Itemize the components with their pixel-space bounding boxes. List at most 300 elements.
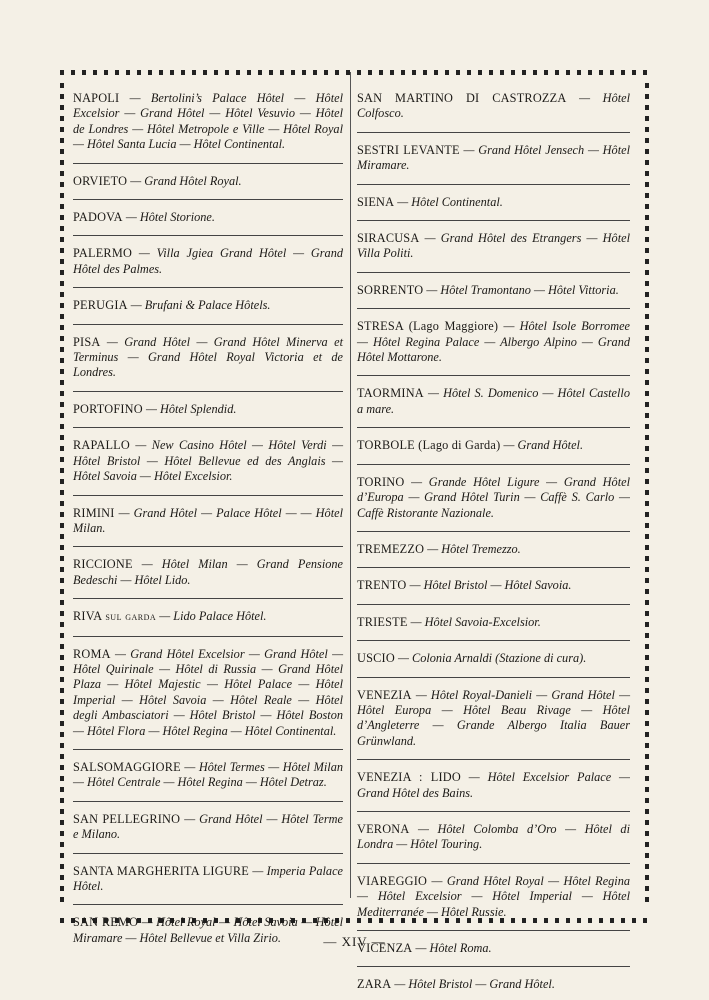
border-dot [60, 501, 64, 506]
border-dot [60, 479, 64, 484]
column-divider [350, 72, 351, 898]
border-dot [645, 435, 649, 440]
border-dot [645, 523, 649, 528]
city-name: SALSOMAGGIORE [73, 759, 181, 774]
city-name: TRIESTE [357, 614, 408, 629]
city-entry [73, 552, 343, 594]
border-dot [71, 70, 75, 75]
border-dot [645, 787, 649, 792]
border-dot [645, 534, 649, 539]
border-dot [645, 457, 649, 462]
border-dot [645, 897, 649, 902]
city-name: RICCIONE [73, 557, 133, 572]
border-dot [60, 336, 64, 341]
border-dot [60, 160, 64, 165]
border-dot [379, 70, 383, 75]
border-dot [60, 281, 64, 286]
border-dot [60, 237, 64, 242]
border-dot [60, 347, 64, 352]
city-entry [73, 642, 343, 745]
border-dot [645, 424, 649, 429]
city-name: PALERMO [73, 246, 133, 261]
border-dot [645, 402, 649, 407]
city-entry [357, 573, 630, 599]
border-dot [645, 83, 649, 88]
city-name: SORRENTO [357, 282, 424, 297]
city-entry [357, 972, 630, 998]
border-dot [423, 70, 427, 75]
entry-separator [73, 391, 343, 392]
border-dot [60, 765, 64, 770]
border-dot [192, 70, 196, 75]
border-dot [645, 303, 649, 308]
border-dot [645, 182, 649, 187]
border-dot [60, 171, 64, 176]
border-dot [643, 70, 647, 75]
border-dot [645, 699, 649, 704]
border-dot [645, 512, 649, 517]
entry-separator [357, 531, 630, 532]
border-dot [645, 600, 649, 605]
entry-separator [357, 863, 630, 864]
hotel-list: — Grande Hôtel Ligure — Grand Hôtel d’Europa — Grand Hôtel Turin — Caffè S. Carlo — Caffè Ristorante Nazionale. [357, 474, 630, 520]
border-dot [645, 149, 649, 154]
border-dot [60, 138, 64, 143]
hotel-list: — Grand Hôtel — Grand Hôtel Minerva et Terminus — Grand Hôtel Royal Victoria et de Londres. [73, 334, 343, 380]
border-dot [60, 490, 64, 495]
city-entry [357, 314, 630, 371]
city-entry [357, 278, 630, 304]
border-dot [60, 798, 64, 803]
entry-separator [73, 636, 343, 637]
hotel-list: — Grand Hôtel Excelsior — Grand Hôtel — Hôtel Quirinale — Hôtel di Russia — Grand Hôtel Plaza — Hôtel Majestic — Hôtel Palace — Hôtel Imperial — Hôtel Savoia — Hôtel Reale — Hôtel degli Ambasciatori — Hôtel Bristol — Hôtel Boston — Hôtel Flora — Hôtel Regina — Hôtel Continental. [73, 646, 343, 738]
hotel-list: — Grand Hôtel. [503, 438, 584, 453]
city-name: SAN PELLEGRINO [73, 811, 181, 826]
entry-separator [73, 598, 343, 599]
border-dot [645, 732, 649, 737]
border-dot [60, 369, 64, 374]
border-dot [645, 655, 649, 660]
border-dot [60, 314, 64, 319]
border-dot [599, 70, 603, 75]
border-dot [181, 70, 185, 75]
border-dot [60, 611, 64, 616]
border-dot [60, 358, 64, 363]
border-dot [645, 875, 649, 880]
border-dot [104, 70, 108, 75]
city-name: ORVIETO [73, 173, 128, 188]
city-entry [73, 330, 343, 387]
border-dot [643, 918, 647, 923]
city-name: TORBOLE (Lago di Garda) [357, 438, 501, 453]
left-column [73, 86, 343, 952]
city-entry [73, 293, 343, 319]
border-dot [60, 699, 64, 704]
border-dot [645, 259, 649, 264]
city-name: ROMA [73, 646, 111, 661]
entry-separator [73, 324, 343, 325]
border-dot [60, 325, 64, 330]
border-dot [645, 622, 649, 627]
entry-separator [357, 184, 630, 185]
border-dot [60, 754, 64, 759]
city-entry [73, 604, 343, 631]
border-dot [632, 70, 636, 75]
border-dot [60, 831, 64, 836]
entry-separator [73, 427, 343, 428]
border-dot [203, 70, 207, 75]
border-dot [60, 248, 64, 253]
border-dot [60, 809, 64, 814]
border-dot [645, 413, 649, 418]
hotel-list: — Grand Hôtel Royal. [130, 173, 242, 188]
border-dot [645, 820, 649, 825]
border-dot [645, 567, 649, 572]
entry-separator [357, 604, 630, 605]
city-entry [357, 138, 630, 180]
entry-separator [73, 801, 343, 802]
entry-separator [357, 375, 630, 376]
border-dot [60, 204, 64, 209]
border-dot [577, 70, 581, 75]
border-dot [60, 600, 64, 605]
hotel-list: — Hôtel Tramontano — Hôtel Vittoria. [426, 282, 619, 297]
entry-separator [357, 308, 630, 309]
border-dot [335, 70, 339, 75]
city-entry [357, 226, 630, 268]
border-dot [60, 435, 64, 440]
entry-separator [357, 811, 630, 812]
border-dot [280, 70, 284, 75]
border-dot [60, 182, 64, 187]
border-dot [645, 589, 649, 594]
right-column [357, 86, 630, 999]
hotel-list: — Hôtel Isole Borromee — Hôtel Regina Palace — Albergo Alpino — Grand Hôtel Mottarone. [357, 319, 630, 365]
border-dot [148, 70, 152, 75]
hotel-list: — Grand Hôtel Jensech — Hôtel Miramare. [357, 142, 630, 173]
entry-separator [357, 966, 630, 967]
border-dot [60, 424, 64, 429]
city-entry [357, 537, 630, 563]
border-dot [60, 149, 64, 154]
city-name: RIVA [73, 609, 103, 624]
border-dot [247, 70, 251, 75]
city-name: PADOVA [73, 210, 123, 225]
city-name: VENEZIA [357, 687, 412, 702]
border-dot [566, 70, 570, 75]
border-dot [159, 70, 163, 75]
border-dot [390, 70, 394, 75]
border-dot [93, 70, 97, 75]
border-dot [324, 70, 328, 75]
hotel-list: — Grand Hôtel Royal — Hôtel Regina — Hôtel Excelsior — Hôtel Imperial — Hôtel Mediterranée — Hôtel Russie. [357, 873, 631, 919]
city-subtitle: sul garda [105, 611, 157, 624]
border-dot [60, 875, 64, 880]
border-dot [645, 193, 649, 198]
entry-separator [357, 220, 630, 221]
border-dot [645, 105, 649, 110]
border-dot [225, 70, 229, 75]
hotel-list: — Hôtel Savoia-Excelsior. [410, 614, 541, 629]
border-dot [60, 666, 64, 671]
border-dot [60, 303, 64, 308]
border-dot [368, 70, 372, 75]
city-name: USCIO [357, 651, 395, 666]
hotel-list: — Hôtel Colfosco. [357, 91, 631, 121]
border-dot [645, 765, 649, 770]
border-dot [632, 918, 636, 923]
border-dot [60, 655, 64, 660]
entry-separator [357, 677, 630, 678]
hotel-list: — Hôtel Bristol — Grand Hôtel. [394, 977, 555, 992]
border-dot [645, 116, 649, 121]
city-name: RAPALLO [73, 438, 130, 453]
border-dot [60, 512, 64, 517]
border-dot [645, 204, 649, 209]
border-dot [291, 70, 295, 75]
border-dot [60, 292, 64, 297]
city-entry [357, 433, 630, 459]
border-dot [645, 314, 649, 319]
border-dot [645, 215, 649, 220]
border-dot [60, 70, 64, 75]
city-entry [73, 807, 343, 849]
border-dot [60, 105, 64, 110]
city-entry [357, 381, 630, 423]
city-entry [73, 501, 343, 543]
border-dot [60, 391, 64, 396]
city-entry [73, 169, 343, 195]
hotel-list: — Hôtel Milan — Grand Pensione Bedeschi — Hôtel Lido. [73, 557, 344, 587]
border-dot [115, 70, 119, 75]
city-name: SIENA [357, 194, 395, 209]
border-dot [645, 226, 649, 231]
border-dot [60, 787, 64, 792]
city-entry [357, 683, 630, 756]
city-entry [357, 817, 630, 859]
city-entry [73, 241, 343, 283]
border-dot [60, 864, 64, 869]
border-dot [489, 70, 493, 75]
border-dot [60, 457, 64, 462]
border-dot [645, 490, 649, 495]
border-dot [60, 743, 64, 748]
hotel-list: — Hôtel Roma. [415, 941, 492, 955]
border-dot [645, 545, 649, 550]
border-dot [500, 70, 504, 75]
border-dot [645, 578, 649, 583]
border-dot [588, 70, 592, 75]
city-entry [73, 397, 343, 423]
border-dot [533, 70, 537, 75]
border-dot [610, 70, 614, 75]
city-entry [357, 765, 630, 807]
entry-separator [357, 567, 630, 568]
border-dot [170, 70, 174, 75]
border-dot [645, 501, 649, 506]
border-dot [269, 70, 273, 75]
border-dot [60, 193, 64, 198]
entry-separator [73, 749, 343, 750]
border-dot [434, 70, 438, 75]
entry-separator [73, 495, 343, 496]
border-dot [645, 611, 649, 616]
border-dot [60, 710, 64, 715]
border-dot [645, 380, 649, 385]
border-dot [467, 70, 471, 75]
entry-separator [357, 930, 630, 931]
border-dot [60, 226, 64, 231]
border-dot [236, 70, 240, 75]
city-entry [73, 433, 343, 490]
border-dot [645, 138, 649, 143]
hotel-list: — Colonia Arnaldi (Stazione di cura). [397, 651, 587, 666]
entry-separator [357, 132, 630, 133]
border-dot [645, 754, 649, 759]
border-dot [60, 567, 64, 572]
border-dot [645, 776, 649, 781]
border-dot [60, 721, 64, 726]
city-entry [357, 86, 630, 128]
entry-separator [357, 640, 630, 641]
city-entry [73, 86, 343, 159]
hotel-list: — Bertolini’s Palace Hôtel — Hôtel Excelsior — Grand Hôtel — Hôtel Vesuvio — Hôtel de Londres — Hôtel Metropole e Ville — Hôtel Royal — Hôtel Santa Lucia — Hôtel Continental. [73, 91, 343, 152]
entry-separator [357, 427, 630, 428]
border-dot [645, 556, 649, 561]
border-dot [645, 358, 649, 363]
border-dot [60, 259, 64, 264]
border-dot [60, 83, 64, 88]
border-dot [645, 237, 649, 242]
city-name: TORINO [357, 474, 405, 489]
entry-separator [357, 759, 630, 760]
border-dot [214, 70, 218, 75]
entry-separator [73, 235, 343, 236]
hotel-list: — Hôtel Continental. [397, 194, 503, 209]
border-dot [60, 842, 64, 847]
border-dot [60, 776, 64, 781]
border-dot [645, 798, 649, 803]
entry-separator [73, 853, 343, 854]
border-dot [60, 578, 64, 583]
border-dot [645, 710, 649, 715]
border-dot [82, 70, 86, 75]
border-dot [60, 622, 64, 627]
city-name: SANTA MARGHERITA LIGURE [73, 863, 249, 878]
city-entry [357, 470, 630, 527]
entry-separator [73, 163, 343, 164]
border-dot [645, 721, 649, 726]
border-dot [137, 70, 141, 75]
city-name: SAN REMO [73, 915, 139, 930]
city-entry [357, 869, 630, 926]
hotel-list: — Hôtel Termes — Hôtel Milan — Hôtel Centrale — Hôtel Regina — Hôtel Detraz. [73, 759, 343, 790]
hotel-list: — Hôtel Storione. [125, 210, 215, 225]
border-dot [645, 270, 649, 275]
border-dot [645, 171, 649, 176]
city-name: PORTOFINO [73, 401, 143, 416]
border-dot [544, 70, 548, 75]
city-name: TREMEZZO [357, 541, 425, 556]
hotel-list: — Hôtel S. Domenico — Hôtel Castello a mare. [357, 386, 630, 416]
border-dot [645, 468, 649, 473]
border-dot [645, 842, 649, 847]
border-dot [645, 688, 649, 693]
border-dot [645, 831, 649, 836]
border-dot [645, 446, 649, 451]
border-dot [60, 215, 64, 220]
border-dot [645, 644, 649, 649]
border-dot [60, 589, 64, 594]
city-entry [73, 755, 343, 797]
city-name: NAPOLI [73, 91, 120, 105]
entry-separator [73, 904, 343, 905]
border-dot [645, 94, 649, 99]
city-name: ZARA [357, 977, 392, 992]
entry-separator [357, 464, 630, 465]
city-name: PERUGIA [73, 298, 128, 313]
border-dot [60, 402, 64, 407]
city-entry [357, 646, 630, 672]
hotel-list: — Hôtel Royal-Danieli — Grand Hôtel — Hôtel Europa — Hôtel Beau Rivage — Hôtel d’Angleterre — Grande Albergo Italia Bauer Grünwland. [357, 687, 630, 748]
hotel-list: — Hôtel Colomba d’Oro — Hôtel di Londra — Hôtel Touring. [357, 821, 630, 852]
border-dot [60, 270, 64, 275]
entry-separator [73, 199, 343, 200]
border-dot [645, 677, 649, 682]
border-dot [511, 70, 515, 75]
border-dot [645, 864, 649, 869]
entry-separator [73, 546, 343, 547]
border-dot [258, 70, 262, 75]
border-dot [645, 325, 649, 330]
hotel-list: — Hôtel Tremezzo. [427, 541, 521, 556]
city-name: VIAREGGIO [357, 873, 428, 888]
border-dot [60, 918, 64, 923]
city-name: SESTRI LEVANTE [357, 142, 460, 157]
border-dot [645, 160, 649, 165]
city-name: SAN MARTINO DI CASTROZZA [357, 91, 567, 105]
border-dot [60, 94, 64, 99]
border-dot [645, 347, 649, 352]
city-entry [357, 610, 630, 636]
border-dot [645, 743, 649, 748]
border-dot [60, 468, 64, 473]
border-dot [60, 853, 64, 858]
hotel-list: — Grand Hôtel — Hôtel Terme e Milano. [73, 811, 343, 842]
border-dot [478, 70, 482, 75]
border-dot [60, 732, 64, 737]
border-dot [412, 70, 416, 75]
border-dot [645, 369, 649, 374]
border-dot [645, 391, 649, 396]
city-entry [73, 205, 343, 231]
border-dot [60, 127, 64, 132]
border-dot [645, 809, 649, 814]
border-dot [645, 127, 649, 132]
border-dot [60, 446, 64, 451]
city-name: TAORMINA [357, 386, 424, 401]
hotel-list: — Hôtel Splendid. [145, 401, 237, 416]
border-dot [60, 380, 64, 385]
border-dot [645, 281, 649, 286]
hotel-list: — Villa Jgiea Grand Hôtel — Grand Hôtel des Palmes. [73, 246, 344, 276]
border-dot [645, 292, 649, 297]
border-dot [357, 70, 361, 75]
hotel-list: — Lido Palace Hôtel. [159, 609, 267, 624]
hotel-list: — Hôtel Bristol — Hôtel Savoia. [409, 578, 572, 593]
city-name: PISA [73, 334, 101, 349]
page-number: — XIV — [323, 934, 386, 949]
